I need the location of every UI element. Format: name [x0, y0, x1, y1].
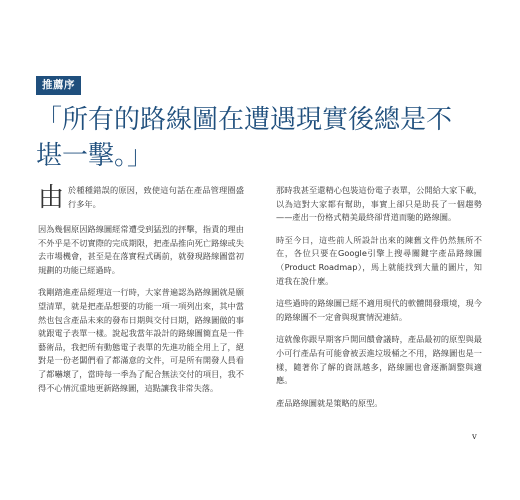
- page-number: v: [472, 432, 477, 442]
- left-column: [38, 184, 244, 404]
- page-title: 「所有的路線圖在遭遇現實後總是不堪一擊。」: [36, 105, 453, 171]
- paragraph: 我剛踏進產品經理這一行時，大家普遍認為路線圖就是願望清單，就是把產品想要的功能一項一項列出來，其中當然也包含產品未來的發布日期與交付日期，路線圖做的事就跟電子表單一樣。說起我當年設計的路線圖簡直是一件藝術品，我把所有動態電子表單的先進功能全用上了，絕對是一份老闆們看了都滿意的文件，可是所有開發人員看了都嚇壞了，當時每一季為了配合無法交付的項目，我不得不心情沉重地更新路線圖，這點讓我非常失落。: [38, 287, 244, 393]
- paragraph: 產品路線圖就是策略的原型。: [276, 397, 383, 408]
- paragraph: 因為幾個原因路線圖經常遭受到猛烈的抨擊，指責的理由不外乎是不切實際的完成期限，把產品推向死亡路線或失去市場機會，甚至是在落實程式碼前，就發現路線圖當初規劃的功能已經過時。: [38, 224, 244, 275]
- right-column: [276, 184, 482, 419]
- drop-cap: 由: [38, 183, 65, 213]
- paragraph: 時至今日，這些前人所設計出來的陳舊文件仍然無所不在，各位只要在Google引擎上搜尋關鍵字產品路線圖（Product Roadmap），馬上就能找到大量的圖片，知道我在說什麼。: [276, 234, 482, 286]
- paragraph: 這些過時的路線圖已經不適用現代的軟體開發環境，現今的路線圖不一定會與現實情況連結。: [276, 298, 482, 322]
- first-paragraph-text: 於種種錯誤的原因，致使這句話在產品管理圈盛行多年。: [68, 185, 244, 209]
- section-tag: 推薦序: [36, 76, 81, 95]
- paragraph: 那時我甚至還精心包裝這份電子表單，公開給大家下載，以為這對大家都有幫助，事實上卻只是助長了一個趨勢——產出一份格式精美最終卻背道而馳的路線圖。: [276, 185, 482, 223]
- first-paragraph: [38, 184, 244, 214]
- paragraph: 這就像你跟早期客戶開回饋會議時，產品最初的原型與最小可行產品有可能會被丟進垃圾桶之不用，路線圖也是一樣，隨著你了解的資訊越多，路線圖也會逐漸調整與適應。: [276, 334, 482, 386]
